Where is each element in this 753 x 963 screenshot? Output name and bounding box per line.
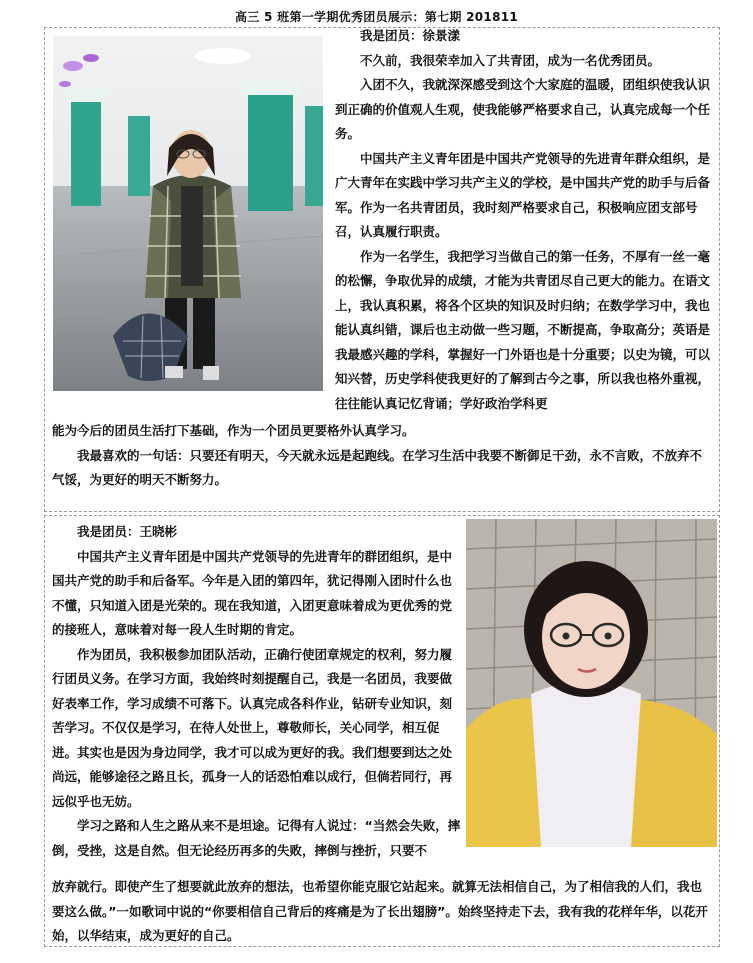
member-1-para-4-end: 能为今后的团员生活打下基础，作为一个团员更要格外认真学习。	[52, 423, 415, 438]
member-1-text-continued	[52, 419, 714, 493]
member-1-para-2: 入团不久，我就深深感受到这个大家庭的温暖，团组织使我认识到正确的价值观人生观，使我能够严格要求自己，认真完成每一个任务。	[335, 77, 711, 141]
member-2-text-continued	[52, 875, 714, 949]
member-1-para-4: 作为一名学生，我把学习当做自己的第一任务，不厚有一丝一毫的松懈，争取优异的成绩，才能为共青团尽自己更大的能力。在语文上，我认真积累，将各个区块的知识及时归纳；在数学学习中，我也能认真纠错，课后也主动做一些习题，不断提高，争取高分；英语是我最感兴趣的学科，掌握好一门外语也是十分重要；以史为镜，可以知兴替，历史学科使我更好的了解到古今之事，所以我也格外重视，往往能认真记忆背诵；学好政治学科更	[335, 248, 711, 411]
member-2-para-1: 中国共产主义青年团是中国共产党领导的先进青年的群团组织，是中国共产党的助手和后备军。今年是入团的第四年，犹记得刚入团时什么也不懂，只知道入团是光荣的。现在我知道，入团更意味着成为更优秀的党的接班人，意味着对每一段人生时期的肯定。	[52, 548, 453, 637]
member-1-para-1: 不久前，我很荣幸加入了共青团，成为一名优秀团员。	[360, 52, 661, 68]
member-1-name: 我是团员：徐景漾	[360, 28, 461, 43]
member-1-para-5: 我最喜欢的一句话：只要还有明天，今天就永远是起跑线。在学习生活中我要不断御足干劲，永不言败，不放弃不气馁，为更好的明天不断努力。	[52, 447, 703, 487]
member-2-para-2: 作为团员，我积极参加团队活动，正确行使团章规定的权利，努力履行团员义务。在学习方面，我始终时刻提醒自己，我是一名团员，我要做好表率工作，学习成绩不可落下。认真完成各科作业，钻研专业知识，刻苦学习。不仅仅是学习，在待人处世上，尊敬师长，关心同学，相互促进。其实也是因为身边同学，我才可以成为更好的我。我们想要到达之处尚远，能够途径之路且长，孤身一人的话恐怕难以成行，但倘若同行，再远似乎也无妨。	[52, 646, 453, 809]
member-2-para-3: 学习之路和人生之路从来不是坦途。记得有人说过：“当然会失败，摔倒，受挫，这是自然。但无论经历再多的失败，摔倒与挫折，只要不	[52, 818, 461, 858]
member-1-text	[335, 24, 713, 416]
member-photo-1	[53, 36, 323, 391]
member-2-para-3-end: 放弃就行。即使产生了想要就此放弃的想法，也希望你能克服它站起来。就算无法相信自己，为了相信我的人们，我也要这么做。”一如歌词中说的“你要相信自己背后的疼痛是为了长出翅膀”。始终坚持走下去，我有我的花样年华，以花开始，以华结束，成为更好的自己。	[52, 879, 708, 943]
member-2-text	[52, 520, 464, 863]
page-title: 高三 5 班第一学期优秀团员展示：第七期 201811	[234, 10, 519, 24]
member-2-name: 我是团员：王晓彬	[77, 524, 178, 539]
member-photo-2	[466, 519, 717, 847]
member-1-para-3: 中国共产主义青年团是中国共产党领导的先进青年群众组织，是广大青年在实践中学习共产主义的学校，是中国共产党的助手与后备军。作为一名共青团员，我时刻严格要求自己，积极响应团支部号召，认真履行职责。	[335, 150, 711, 239]
